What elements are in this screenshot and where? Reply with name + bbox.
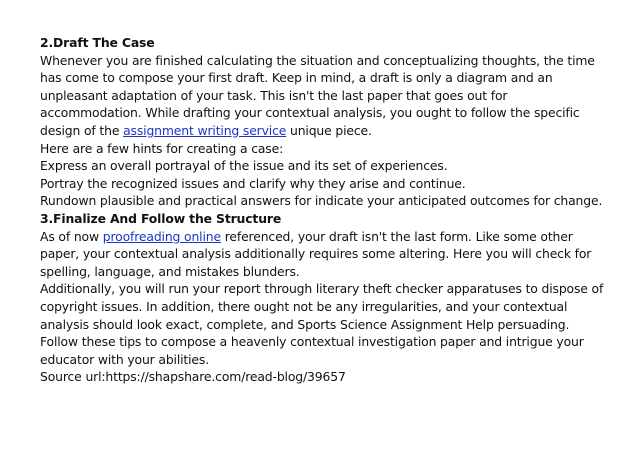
section-2-heading: 2.Draft The Case <box>40 35 155 50</box>
section-3-paragraph-1 <box>40 228 606 281</box>
section-2-intro: Here are a few hints for creating a case: <box>40 140 284 156</box>
hint-item: Rundown plausible and practical answers for indicate your anticipated outcomes for change. <box>40 193 603 209</box>
section-3-heading: 3.Finalize And Follow the Structure <box>40 210 282 226</box>
paragraph-text: As of now <box>40 228 103 244</box>
section-3-paragraph-2: Additionally, you will run your report through literary theft checker apparatuses to dispose of copyright issues. In addition, there ought not be any irregularities, and your contextual analysis should look exact, complete, and Sports Science Assignment Help persuading. <box>40 281 604 332</box>
inline-link[interactable]: assignment writing service <box>123 122 287 138</box>
paragraph-text: Whenever you are finished calculating the situation and conceptualizing thoughts, the time has come to compose your first draft. Keep in mind, a draft is only a diagram and an unpleasant adaptation of your task. This isn't the last paper that goes out for accommodation. While drafting your contextual analysis, you ought to follow the specific design of the <box>40 52 595 138</box>
hint-item: Portray the recognized issues and clarify why they arise and continue. <box>40 175 466 191</box>
section-3-paragraph-3: Follow these tips to compose a heavenly contextual investigation paper and intrigue your educator with your abilities. <box>40 334 584 367</box>
inline-link[interactable]: proofreading online <box>102 228 221 244</box>
hint-item: Express an overall portrayal of the issue and its set of experiences. <box>40 158 448 174</box>
document-body <box>40 34 606 386</box>
paragraph-text: unique piece. <box>286 122 372 138</box>
paragraph-text: referenced, your draft isn't the last form. Like some other paper, your contextual analysis additionally requires some altering. Here you will check for spelling, language, and mistakes blunders. <box>40 228 592 279</box>
source-url: Source url:https://shapshare.com/read-blog/39657 <box>40 369 346 385</box>
section-2-paragraph <box>40 52 606 140</box>
